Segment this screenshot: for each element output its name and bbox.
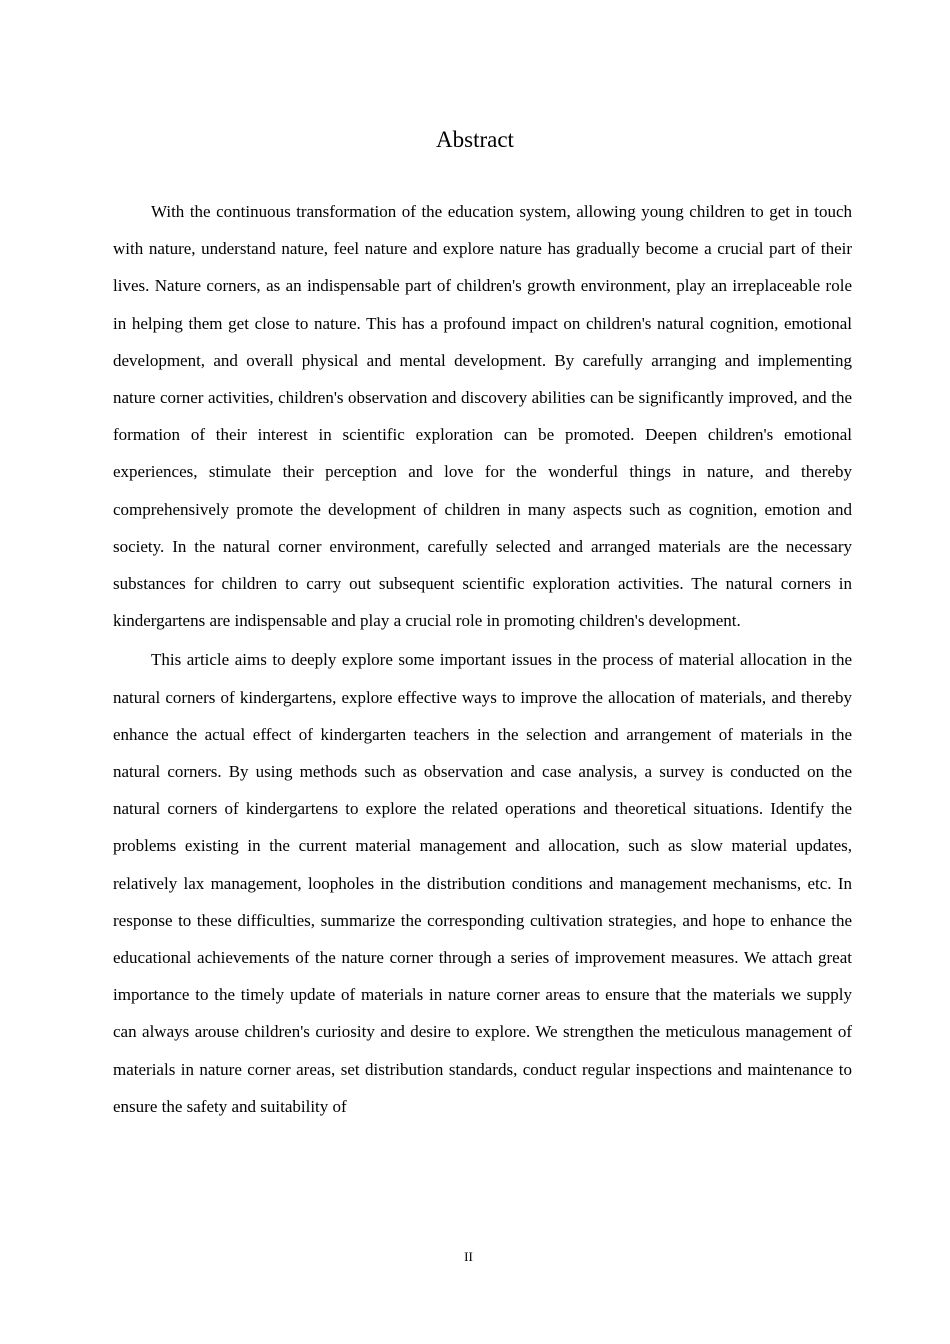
page-number: II bbox=[464, 1249, 473, 1264]
abstract-body bbox=[113, 193, 852, 1125]
abstract-paragraph-2: This article aims to deeply explore some important issues in the process of material allocation in the natural corners of kindergartens, explore effective ways to improve the allocation of materials, and thereby enhance the actual effect of kindergarten teachers in the selection and arrangement of materials in the natural corners. By using methods such as observation and case analysis, a survey is conducted on the natural corners of kindergartens to explore the related operations and theoretical situations. Identify the problems existing in the current material management and allocation, such as slow material updates, relatively lax management, loopholes in the distribution conditions and management mechanisms, etc. In response to these difficulties, summarize the corresponding cultivation strategies, and hope to enhance the educational achievements of the nature corner through a series of improvement measures. We attach great importance to the timely update of materials in nature corner areas to ensure that the materials we supply can always arouse children's curiosity and desire to explore. We strengthen the meticulous management of materials in nature corner areas, set distribution standards, conduct regular inspections and maintenance to ensure the safety and suitability of bbox=[113, 650, 852, 1116]
abstract-paragraph-1: With the continuous transformation of the education system, allowing young children to get in touch with nature, understand nature, feel nature and explore nature has gradually become a crucial part of their lives. Nature corners, as an indispensable part of children's growth environment, play an irreplaceable role in helping them get close to nature. This has a profound impact on children's natural cognition, emotional development, and overall physical and mental development. By carefully arranging and implementing nature corner activities, children's observation and discovery abilities can be significantly improved, and the formation of their interest in scientific exploration can be promoted. Deepen children's emotional experiences, stimulate their perception and love for the wonderful things in nature, and thereby comprehensively promote the development of children in many aspects such as cognition, emotion and society. In the natural corner environment, carefully selected and arranged materials are the necessary substances for children to carry out subsequent scientific exploration activities. The natural corners in kindergartens are indispensable and play a crucial role in promoting children's development. bbox=[113, 202, 852, 631]
abstract-title: Abstract bbox=[436, 127, 514, 152]
